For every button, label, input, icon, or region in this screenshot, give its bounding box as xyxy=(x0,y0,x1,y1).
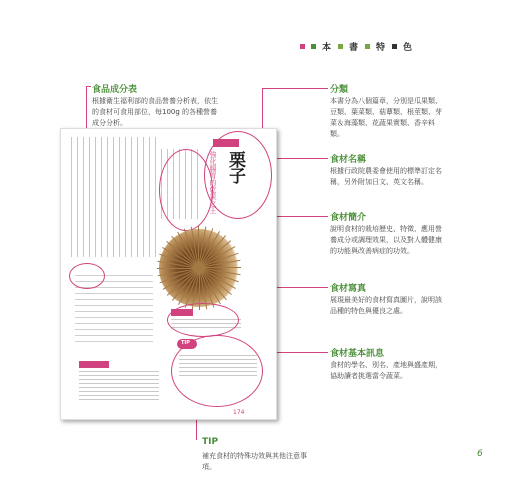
sample-subtitle: 強化腸胃的乾果之王 xyxy=(209,151,217,214)
category-desc: 本書分為八個篇章，分別是瓜果類、豆類、葉菜類、菇蕈類、根莖類、芽菜＆海藻類、花蔬果實類、香辛料類。 xyxy=(330,97,442,138)
header-char-2: 書 xyxy=(349,43,360,53)
header-square-4 xyxy=(365,44,370,49)
footer-page-number: 6 xyxy=(477,449,483,459)
title-highlight-circle xyxy=(204,131,272,219)
header-square-1 xyxy=(300,44,305,49)
text-line xyxy=(101,137,102,257)
basic-label: 食材基本訊息 xyxy=(330,349,385,359)
sample-page xyxy=(60,128,277,420)
tip-badge-text: TIP xyxy=(181,340,190,346)
text-line xyxy=(107,137,108,257)
sample-title: 栗子 xyxy=(225,151,245,183)
text-line xyxy=(155,137,156,257)
name-label: 食材名稱 xyxy=(330,155,367,165)
text-line xyxy=(119,137,120,257)
sample-page-number: 174 xyxy=(233,409,245,416)
header-char-3: 特 xyxy=(376,43,387,53)
note-header xyxy=(79,361,109,368)
husk-spike xyxy=(157,268,199,269)
photo-desc: 展現最美好的食材寫真圖片，說明該品種的特色與優良之處。 xyxy=(330,296,442,315)
basic-desc: 食材的學名、別名、產地與盛產期，協助讀者挑選當令蔬菜。 xyxy=(330,361,442,380)
header-square-5 xyxy=(392,44,397,49)
text-line xyxy=(125,137,126,257)
text-line xyxy=(77,137,78,257)
intro-label: 食材簡介 xyxy=(330,213,367,223)
nutrition-label: 食品成分表 xyxy=(92,85,138,95)
note-lines xyxy=(79,371,159,403)
header-char-4: 色 xyxy=(403,43,414,53)
table-row xyxy=(75,329,153,330)
tip-label: TIP xyxy=(202,437,219,447)
table-row xyxy=(75,335,153,336)
text-line xyxy=(149,137,150,257)
table-row xyxy=(75,299,153,300)
table-row xyxy=(75,317,153,318)
text-line xyxy=(83,137,84,257)
text-line xyxy=(113,137,114,257)
text-line xyxy=(89,137,90,257)
header-char-1: 本 xyxy=(322,43,333,53)
table-row xyxy=(75,311,153,312)
text-line xyxy=(71,137,72,257)
intro-highlight-circle xyxy=(159,149,213,231)
text-line xyxy=(137,137,138,257)
tip-desc: 補充食材的特殊功效與其他注意事項。 xyxy=(202,452,307,471)
text-line xyxy=(131,137,132,257)
section-header xyxy=(300,40,413,53)
tip-highlight-circle xyxy=(171,335,263,407)
category-leader-h xyxy=(262,88,328,89)
table-row xyxy=(75,293,153,294)
nutrition-desc: 根據衛生福利部的食品營養分析表，依生的食材可食用部位，每100g 的各種營養成分分析。 xyxy=(92,97,218,127)
table-row xyxy=(75,341,153,342)
text-line xyxy=(95,137,96,257)
category-label: 分類 xyxy=(330,85,349,95)
table-row xyxy=(75,305,153,306)
intro-desc: 說明食材的栽培歷史、特徵、應用營養成分或調理效果，以及對人體健康的功能與改善病症的功效。 xyxy=(330,225,442,255)
photo-label: 食材寫真 xyxy=(330,284,367,294)
table-row xyxy=(75,323,153,324)
table-highlight-circle xyxy=(69,263,105,289)
text-line xyxy=(143,137,144,257)
header-square-2 xyxy=(311,44,316,49)
name-desc: 根據行政院農委會使用的標準訂定名稱，另外附加日文、英文名稱。 xyxy=(330,167,442,186)
info-highlight-circle xyxy=(167,303,239,337)
header-square-3 xyxy=(338,44,343,49)
